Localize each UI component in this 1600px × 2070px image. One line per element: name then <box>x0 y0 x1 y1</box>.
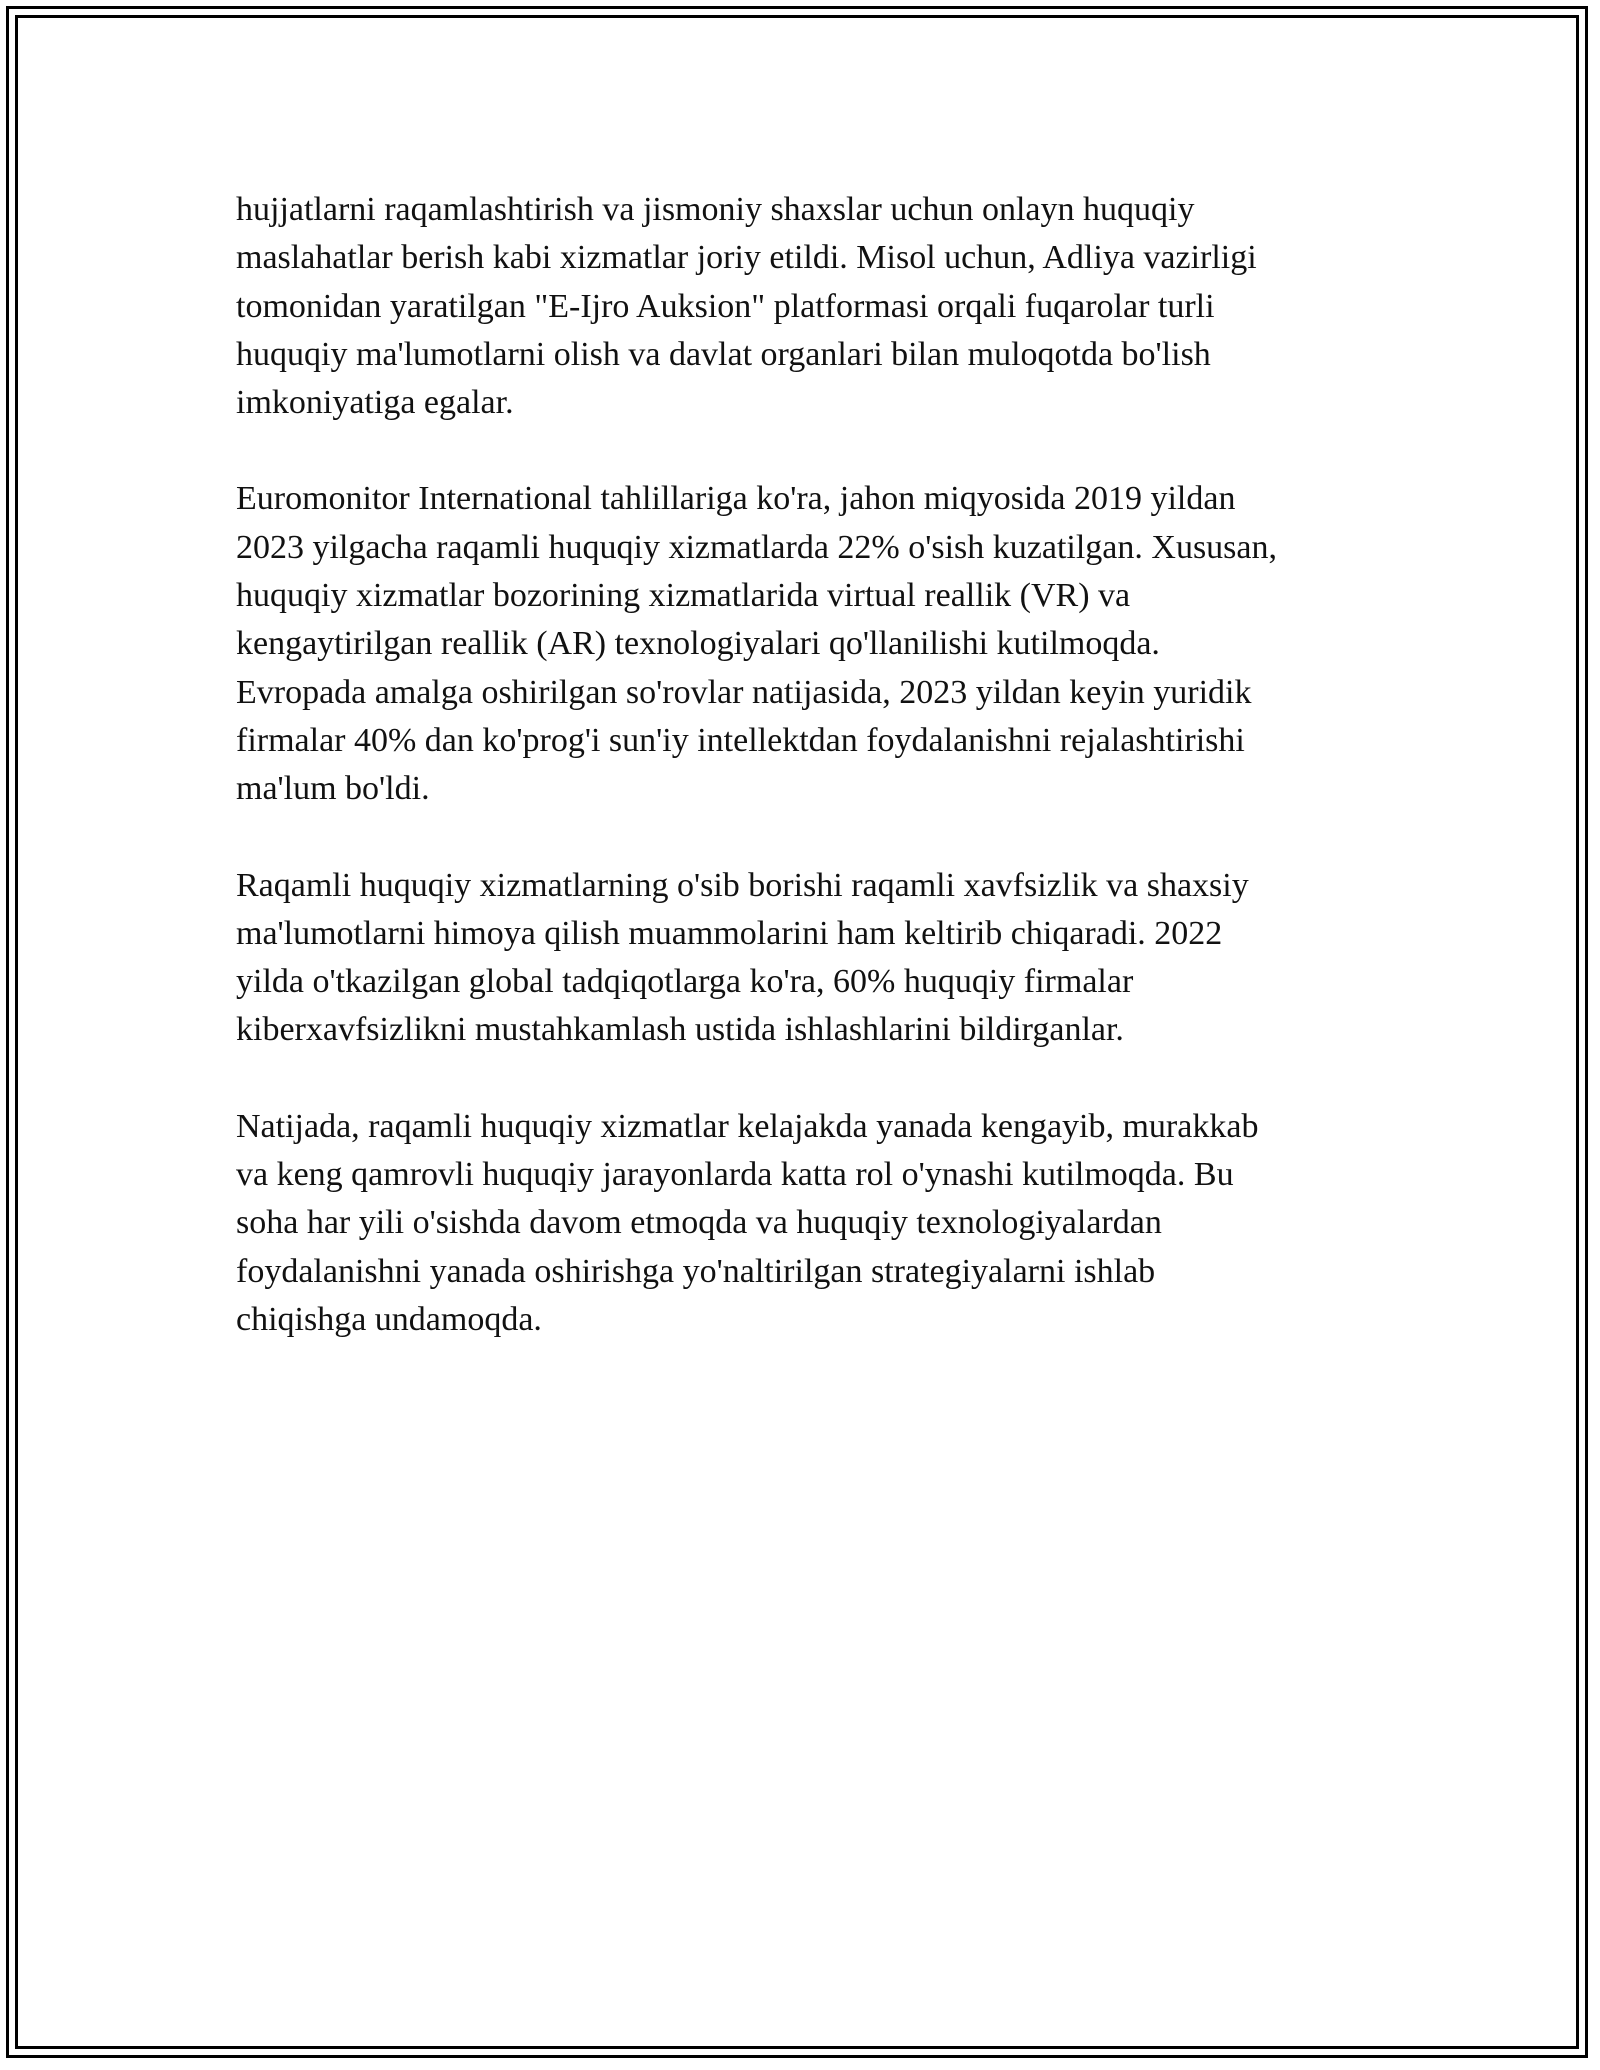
text-line: huquqiy xizmatlar bozorining xizmatlarida virtual reallik (VR) va <box>236 577 1131 615</box>
text-line: ma'lumotlarni himoya qilish muammolarini ham keltirib chiqaradi. 2022 <box>236 914 1223 952</box>
paragraph-2 <box>236 475 1376 813</box>
text-line: Evropada amalga oshirilgan so'rovlar natijasida, 2023 yildan keyin yuridik <box>236 673 1252 711</box>
text-line: Raqamli huquqiy xizmatlarning o'sib borishi raqamli xavfsizlik va shaxsiy <box>236 866 1249 904</box>
text-line: tomonidan yaratilgan "E-Ijro Auksion" platformasi orqali fuqarolar turli <box>236 287 1215 325</box>
paragraph-4 <box>236 1103 1376 1344</box>
paragraph-3 <box>236 862 1376 1055</box>
paragraph-1 <box>236 186 1376 427</box>
text-line: imkoniyatiga egalar. <box>236 384 514 422</box>
text-line: chiqishga undamoqda. <box>236 1300 542 1338</box>
text-line: Natijada, raqamli huquqiy xizmatlar kelajakda yanada kengayib, murakkab <box>236 1107 1259 1145</box>
document-body <box>236 186 1376 1392</box>
text-line: firmalar 40% dan ko'prog'i sun'iy intellektdan foydalanishni rejalashtirishi <box>236 721 1245 759</box>
text-line: hujjatlarni raqamlashtirish va jismoniy shaxslar uchun onlayn huquqiy <box>236 191 1195 228</box>
text-line: ma'lum bo'ldi. <box>236 770 430 808</box>
text-line: Euromonitor International tahlillariga ko'ra, jahon miqyosida 2019 yildan <box>236 480 1236 518</box>
text-line: huquqiy ma'lumotlarni olish va davlat organlari bilan muloqotda bo'lish <box>236 335 1211 373</box>
text-line: va keng qamrovli huquqiy jarayonlarda katta rol o'ynashi kutilmoqda. Bu <box>236 1156 1234 1194</box>
text-line: foydalanishni yanada oshirishga yo'naltirilgan strategiyalarni ishlab <box>236 1252 1156 1290</box>
text-line: kiberxavfsizlikni mustahkamlash ustida ishlashlarini bildirganlar. <box>236 1011 1124 1049</box>
text-line: maslahatlar berish kabi xizmatlar joriy etildi. Misol uchun, Adliya vazirligi <box>236 239 1257 277</box>
text-line: soha har yili o'sishda davom etmoqda va huquqiy texnologiyalardan <box>236 1204 1162 1242</box>
text-line: 2023 yilgacha raqamli huquqiy xizmatlarda 22% o'sish kuzatilgan. Xususan, <box>236 528 1278 566</box>
text-line: kengaytirilgan reallik (AR) texnologiyalari qo'llanilishi kutilmoqda. <box>236 625 1160 663</box>
text-line: yilda o'tkazilgan global tadqiqotlarga ko'ra, 60% huquqiy firmalar <box>236 963 1134 1001</box>
